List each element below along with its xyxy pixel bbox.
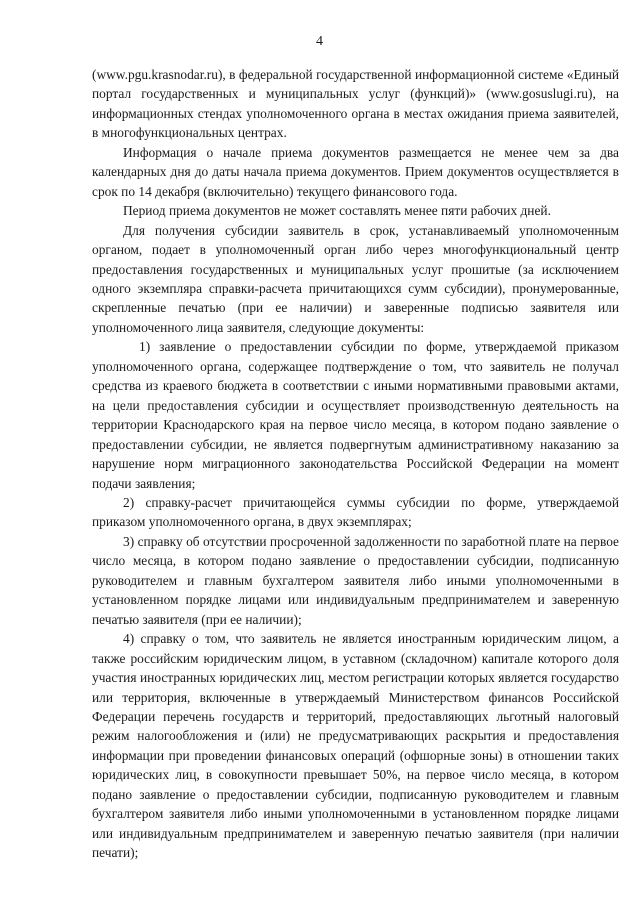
paragraph-portal-links: (www.pgu.krasnodar.ru), в федеральной государственной информационной системе «Единый портал государственных и муниципальных услуг (функций)» (www.gosuslugi.ru), на информационных стендах уполномоченного органа в местах ожидания приема заявителей, в многофункциональных центрах. bbox=[92, 67, 619, 141]
paragraph-acceptance-period: Период приема документов не может составлять менее пяти рабочих дней. bbox=[123, 203, 551, 219]
paragraph-submission-requirements: Для получения субсидии заявитель в срок, устанавливаемый уполномоченным органом, подает в уполномоченный орган либо через многофункциональный центр предоставления государственных и муниципальных услуг прошитые (за исключением одного экземпляра справки-расчета причитающихся сумм субсидии), пронумерованные, скрепленные печатью (при ее наличии) и заверенные подписью заявителя или уполномоченного лица заявителя, следующие документы: bbox=[92, 222, 619, 335]
page-number: 4 bbox=[316, 34, 323, 49]
list-item-application: 1) заявление о предоставлении субсидии по форме, утверждаемой приказом уполномоченного органа, содержащее подтверждение о том, что заявитель не получал средства из краевого бюджета в соответствии с иными нормативными правовыми актами, на цели предоставления субсидии и осуществляет производственную деятельность на территории Краснодарского края на первое число месяца, в котором подано заявление о предоставлении субсидии, не является подвергнутым административному наказанию за нарушение норм миграционного законодательства Российской Федерации на момент подачи заявления; bbox=[92, 339, 619, 491]
list-item-calculation-certificate: 2) справку-расчет причитающейся суммы субсидии по форме, утверждаемой приказом уполномоченного органа, в двух экземплярах; bbox=[92, 494, 619, 530]
document-body bbox=[92, 65, 619, 863]
paragraph-acceptance-info: Информация о начале приема документов размещается не менее чем за два календарных дня до даты начала приема документов. Прием документов осуществляется в срок по 14 декабря (включительно) текущего финансового года. bbox=[92, 144, 619, 199]
list-item-no-wage-arrears-certificate: 3) справку об отсутствии просроченной задолженности по заработной плате на первое число месяца, в котором подано заявление о предоставлении субсидии, подписанную руководителем и главным бухгалтером заявителя либо иными уполномоченными в установленном порядке лицами или индивидуальным предпринимателем и заверенную печатью заявителя (при ее наличии); bbox=[92, 533, 619, 627]
list-item-non-foreign-entity-certificate: 4) справку о том, что заявитель не является иностранным юридическим лицом, а также российским юридическим лицом, в уставном (складочном) капитале которого доля участия иностранных юридических лиц, местом регистрации которых является государство или территория, включенные в утверждаемый Министерством финансов Российской Федерации перечень государств и территорий, предоставляющих льготный налоговый режим налогообложения и (или) не предусматривающих раскрытия и предоставления информации при проведении финансовых операций (офшорные зоны) в отношении таких юридических лиц, в совокупности превышает 50%, на первое число месяца, в котором подано заявление о предоставлении субсидии, подписанную руководителем и главным бухгалтером заявителя либо иными уполномоченными в установленном порядке лицами или индивидуальным предпринимателем и заверенную печатью заявителя (при наличии печати); bbox=[92, 631, 619, 861]
